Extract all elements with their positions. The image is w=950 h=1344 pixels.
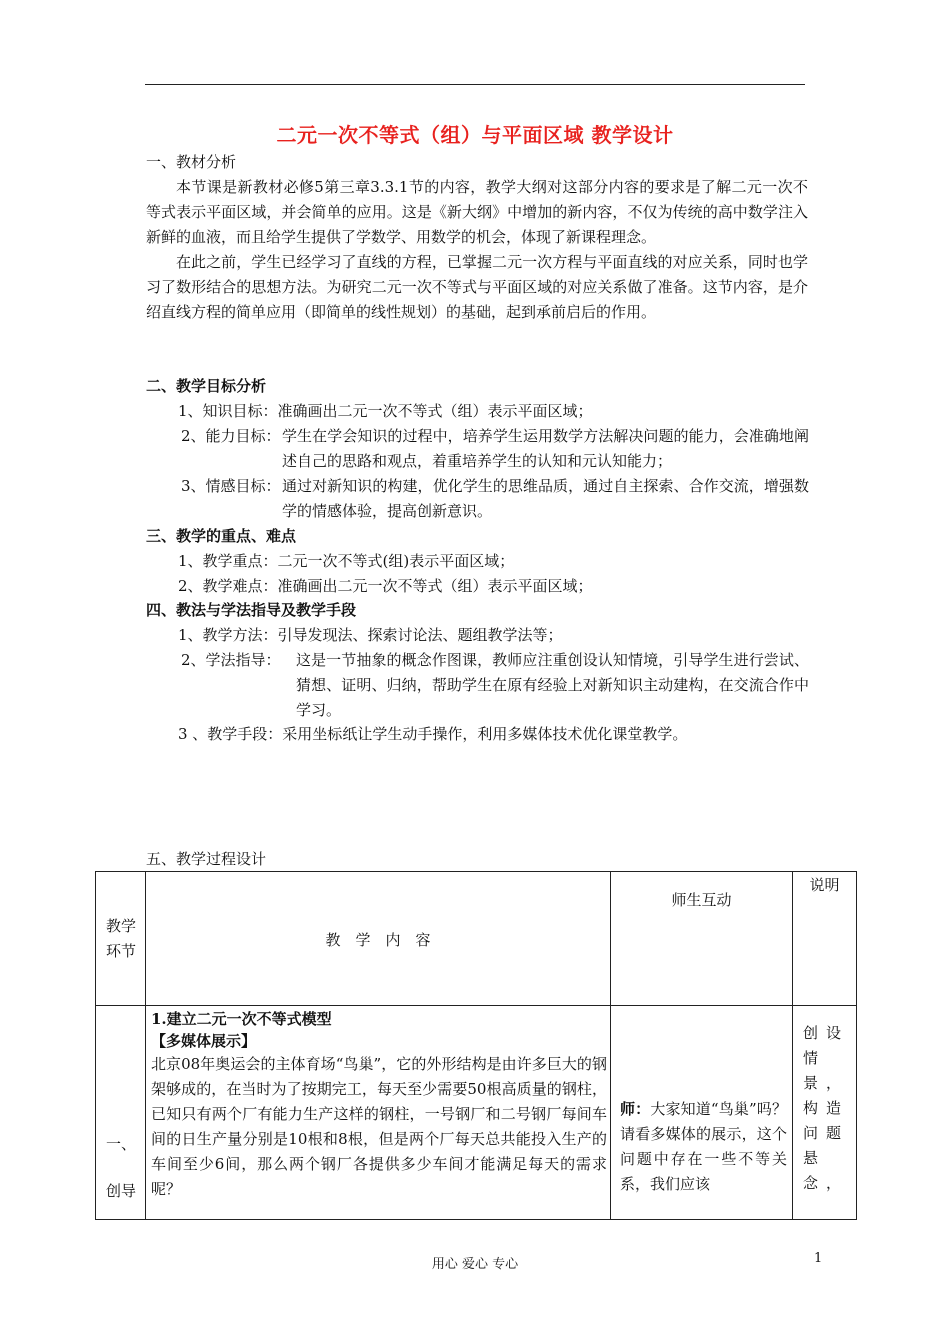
goal-knowledge: 1、知识目标：准确画出二元一次不等式（组）表示平面区域； bbox=[178, 402, 593, 420]
section-4-heading: 四、教法与学法指导及教学手段 bbox=[146, 601, 357, 619]
row1-interact-text: 大家知道“鸟巢”吗？请看多媒体的展示，这个问题中存在一些不等关系，我们应该 bbox=[620, 1100, 787, 1193]
learning-guidance-label: 2、学法指导： bbox=[181, 651, 281, 669]
teaching-means: 3 、教学手段：采用坐标纸让学生动手操作，利用多媒体技术优化课堂教学。 bbox=[178, 725, 688, 743]
row1-content-text: 北京08年奥运会的主体育场“鸟巢”，它的外形结构是由许多巨大的钢架够成的，在当时为了按期完工，每天至少需要50根高质量的钢柱，已知只有两个厂有能力生产这样的钢柱，一号钢厂和二号钢厂每间车间的日生产量分别是10根和8根，但是两个厂每天总共能投入生产的车间至少6间，那么两个钢厂各提供多少车间才能满足每天的需求呢？ bbox=[151, 1055, 607, 1198]
header-interact: 师生互动 bbox=[671, 891, 732, 909]
row1-interact bbox=[620, 1097, 787, 1197]
header-interact-cell bbox=[611, 872, 793, 1006]
page-footer: 用心 爱心 专心 bbox=[431, 1257, 519, 1272]
table-header-row bbox=[96, 872, 857, 1006]
header-note-cell bbox=[793, 872, 857, 1006]
section-3-heading: 三、教学的重点、难点 bbox=[146, 527, 297, 545]
row1-note-cell bbox=[793, 1006, 857, 1220]
header-content: 教 学 内 容 bbox=[325, 931, 431, 949]
table-row bbox=[96, 1006, 857, 1220]
row1-stage: 一、创导 bbox=[105, 1135, 136, 1200]
goal-emotion bbox=[181, 474, 809, 524]
goal-ability-text: 学生在学会知识的过程中，培养学生运用数学方法解决问题的能力，会准确地阐述自己的思路和观点，着重培养学生的认知和元认知能力； bbox=[282, 427, 809, 470]
teaching-method: 1、教学方法：引导发现法、探索讨论法、题组教学法等； bbox=[178, 626, 563, 644]
key-point: 1、教学重点：二元一次不等式(组)表示平面区域； bbox=[178, 552, 515, 570]
goal-ability-label: 2、能力目标： bbox=[181, 427, 281, 445]
header-note: 说明 bbox=[809, 876, 840, 894]
document-title: 二元一次不等式（组）与平面区域 教学设计 bbox=[276, 123, 674, 147]
goal-emotion-label: 3、情感目标： bbox=[181, 477, 281, 495]
page-number: 1 bbox=[814, 1251, 823, 1266]
row1-note: 创设情景，构造问题悬念， bbox=[803, 1024, 850, 1192]
header-stage-cell bbox=[96, 872, 146, 1006]
process-table bbox=[95, 871, 857, 1220]
header-content-cell bbox=[146, 872, 611, 1006]
difficult-point: 2、教学难点：准确画出二元一次不等式（组）表示平面区域； bbox=[178, 577, 593, 595]
section-1-heading: 一、教材分析 bbox=[146, 153, 237, 171]
row1-stage-cell bbox=[96, 1006, 146, 1220]
section-1-paragraph-2: 在此之前，学生已经学习了直线的方程，已掌握二元一次方程与平面直线的对应关系，同时也学习了数形结合的思想方法。为研究二元一次不等式与平面区域的对应关系做了准备。这节内容，是介绍直线方程的简单应用（即简单的线性规划）的基础，起到承前启后的作用。 bbox=[146, 253, 808, 321]
goal-emotion-text: 通过对新知识的构建，优化学生的思维品质，通过自主探索、合作交流，增强数学的情感体验，提高创新意识。 bbox=[282, 477, 809, 520]
row1-interact-label: 师： bbox=[620, 1100, 651, 1118]
row1-interact-cell bbox=[611, 1006, 793, 1220]
row1-content-title: 1.建立二元一次不等式模型 bbox=[151, 1010, 332, 1028]
header-rule bbox=[145, 84, 805, 85]
learning-guidance-text: 这是一节抽象的概念作图课，教师应注重创设认知情境，引导学生进行尝试、猜想、证明、归纳，帮助学生在原有经验上对新知识主动建构，在交流合作中学习。 bbox=[296, 651, 809, 719]
header-stage: 教学环节 bbox=[105, 917, 136, 960]
learning-guidance bbox=[181, 648, 809, 723]
section-5-heading: 五、教学过程设计 bbox=[146, 850, 267, 868]
row1-content-cell bbox=[146, 1006, 611, 1220]
section-2-heading: 二、教学目标分析 bbox=[146, 377, 267, 395]
row1-content-tag: 【多媒体展示】 bbox=[151, 1032, 257, 1050]
section-1-paragraph-1: 本节课是新教材必修5第三章3.3.1节的内容，教学大纲对这部分内容的要求是了解二元一次不等式表示平面区域，并会简单的应用。这是《新大纲》中增加的新内容，不仅为传统的高中数学注入新鲜的血液，而且给学生提供了学数学、用数学的机会，体现了新课程理念。 bbox=[146, 178, 808, 246]
goal-ability bbox=[181, 424, 809, 474]
